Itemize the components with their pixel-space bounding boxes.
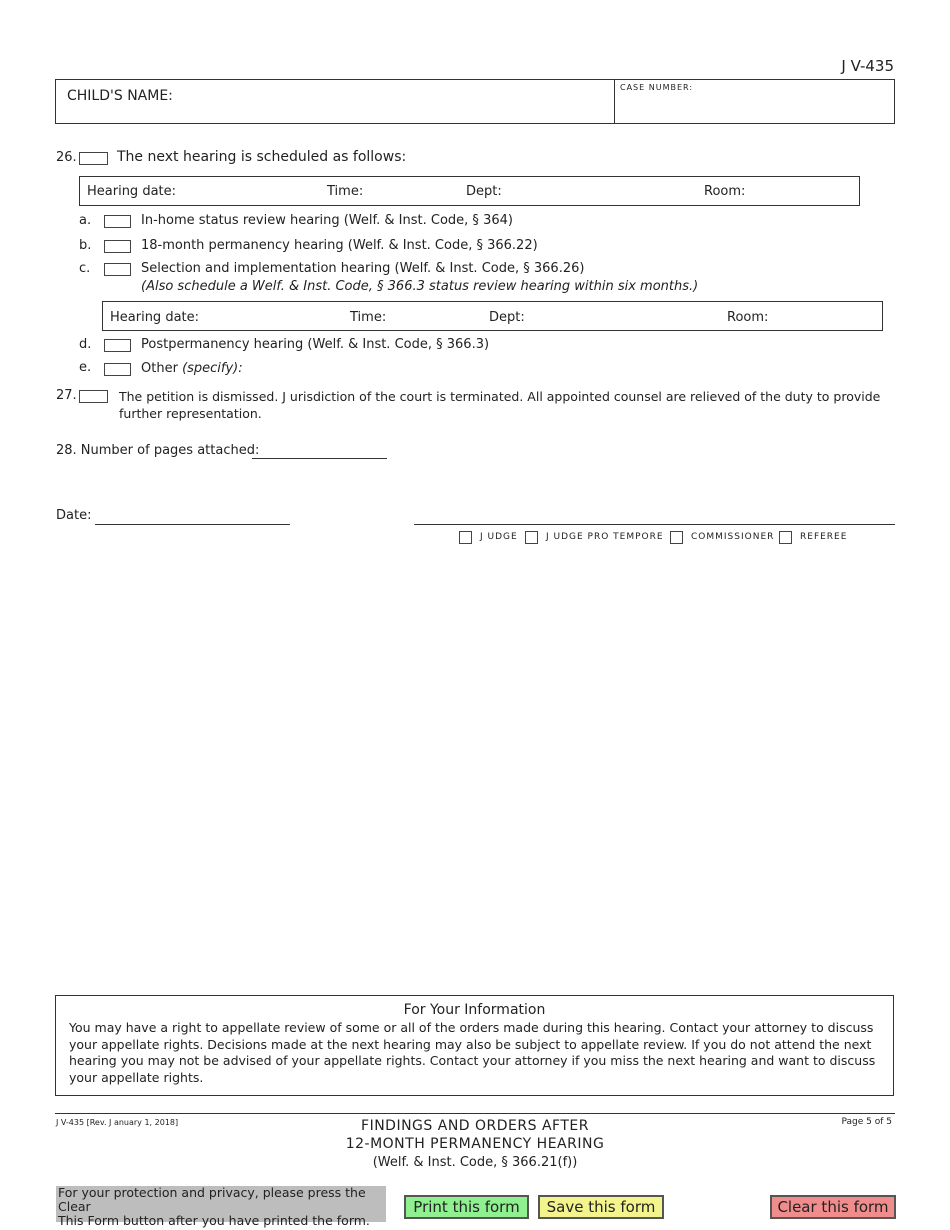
- option-a-checkbox[interactable]: [104, 215, 131, 228]
- referee-label: REFEREE: [800, 532, 848, 542]
- commissioner-label: COMMISSIONER: [691, 532, 775, 542]
- option-e-text: [141, 361, 243, 376]
- hearing2-dept-label: Dept:: [489, 310, 525, 325]
- privacy-line-1: For your protection and privacy, please press the Clear: [58, 1185, 366, 1214]
- judge-checkbox[interactable]: [459, 531, 472, 544]
- item26-checkbox[interactable]: [79, 152, 108, 165]
- item27-number: 27.: [56, 388, 77, 403]
- option-b-checkbox[interactable]: [104, 240, 131, 253]
- hearing-room-label: Room:: [704, 184, 746, 199]
- save-button[interactable]: Save this form: [538, 1195, 664, 1219]
- hearing2-room-label: Room:: [727, 310, 769, 325]
- privacy-notice: [56, 1185, 386, 1228]
- option-e-checkbox[interactable]: [104, 363, 131, 376]
- option-a-letter: a.: [79, 213, 92, 228]
- footer-rev: J V-435 [Rev. J anuary 1, 2018]: [56, 1118, 179, 1127]
- judge-pro-tem-checkbox[interactable]: [525, 531, 538, 544]
- date-field[interactable]: [95, 524, 290, 525]
- info-line-2: your appellate rights. Decisions made at the next hearing may also be subject to appellate review. If you do not attend the next: [69, 1037, 872, 1052]
- referee-checkbox[interactable]: [779, 531, 792, 544]
- option-e-specify: (specify):: [182, 361, 243, 376]
- item26-number: 26.: [56, 150, 77, 165]
- child-name-field[interactable]: [160, 84, 605, 118]
- item27-checkbox[interactable]: [79, 390, 108, 403]
- hearing-dept-label: Dept:: [466, 184, 502, 199]
- option-d-text: Postpermanency hearing (Welf. & Inst. Code, § 366.3): [141, 337, 490, 352]
- option-b-letter: b.: [79, 238, 92, 253]
- case-number-field[interactable]: [620, 96, 888, 120]
- info-line-4: your appellate rights.: [69, 1070, 204, 1085]
- item26-text: The next hearing is scheduled as follows:: [117, 149, 407, 165]
- judge-label: J UDGE: [480, 532, 518, 542]
- option-a-text: In-home status review hearing (Welf. & Inst. Code, § 364): [141, 213, 513, 228]
- form-id: J V-435: [841, 57, 894, 75]
- pages-attached-field[interactable]: [252, 458, 387, 459]
- option-b-text: 18-month permanency hearing (Welf. & Inst. Code, § 366.22): [141, 238, 538, 253]
- option-e-label: Other: [141, 361, 178, 376]
- footer-page: Page 5 of 5: [841, 1117, 892, 1127]
- info-title: For Your Information: [403, 1002, 546, 1018]
- date-label: Date:: [56, 508, 92, 523]
- print-button[interactable]: Print this form: [404, 1195, 529, 1219]
- item28-label: 28. Number of pages attached:: [56, 443, 260, 458]
- item27-line1: The petition is dismissed. J urisdiction of the court is terminated. All appointed counsel are relieved of the duty to provide: [119, 389, 881, 404]
- option-c-note: (Also schedule a Welf. & Inst. Code, § 366.3 status review hearing within six months.): [141, 279, 699, 294]
- hearing-date-label: Hearing date:: [87, 184, 177, 199]
- item27-line2: further representation.: [119, 406, 262, 421]
- case-number-label: CASE NUMBER:: [620, 83, 694, 92]
- judge-pro-tem-label: J UDGE PRO TEMPORE: [546, 532, 664, 542]
- hearing2-date-label: Hearing date:: [110, 310, 200, 325]
- clear-button[interactable]: Clear this form: [770, 1195, 896, 1219]
- info-line-1: You may have a right to appellate review of some or all of the orders made during this hearing. Contact your attorney to discuss: [69, 1020, 874, 1035]
- child-name-label: CHILD'S NAME:: [67, 88, 173, 104]
- privacy-line-2: This Form button after you have printed the form.: [58, 1213, 370, 1228]
- option-c-checkbox[interactable]: [104, 263, 131, 276]
- option-e-letter: e.: [79, 360, 92, 375]
- option-c-letter: c.: [79, 261, 91, 276]
- hearing-time-label: Time:: [327, 184, 364, 199]
- hearing2-time-label: Time:: [350, 310, 387, 325]
- option-d-letter: d.: [79, 337, 92, 352]
- footer-code: (Welf. & Inst. Code, § 366.21(f)): [372, 1155, 578, 1170]
- header-divider: [614, 79, 615, 124]
- info-line-3: hearing you may not be advised of your appellate rights. Contact your attorney if you miss the next hearing and want to discuss: [69, 1053, 876, 1068]
- option-c-text: Selection and implementation hearing (Welf. & Inst. Code, § 366.26): [141, 261, 585, 276]
- option-d-checkbox[interactable]: [104, 339, 131, 352]
- footer-divider: [55, 1113, 895, 1114]
- footer-title-1: FINDINGS AND ORDERS AFTER: [361, 1118, 589, 1134]
- commissioner-checkbox[interactable]: [670, 531, 683, 544]
- footer-title-2: 12-MONTH PERMANENCY HEARING: [345, 1136, 605, 1152]
- signature-line[interactable]: [414, 524, 895, 525]
